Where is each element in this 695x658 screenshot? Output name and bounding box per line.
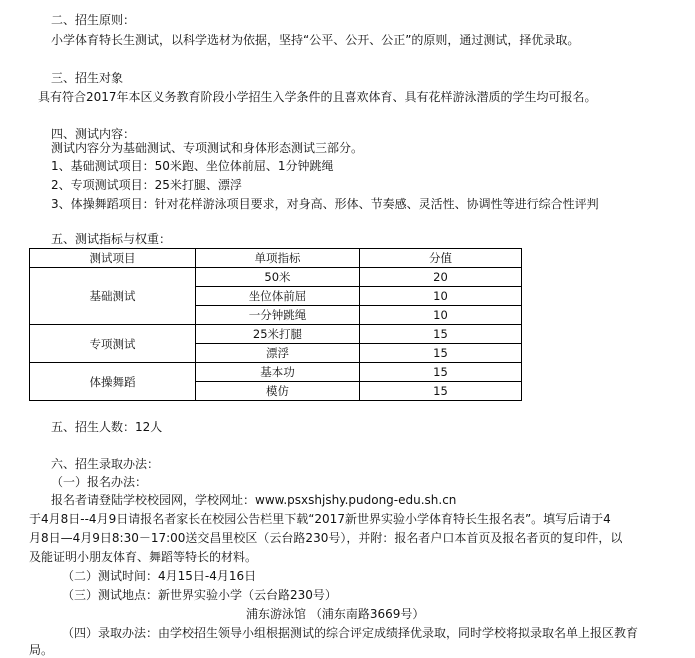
content-line: 测试内容分为基础测试、专项测试和身体形态测试三部分。 [51, 141, 364, 155]
admission-heading: 六、招生录取办法： [51, 457, 160, 471]
header-cell: 分值 [360, 249, 522, 268]
score-cell: 15 [360, 325, 522, 344]
table-row [30, 325, 522, 344]
content-line: 2、专项测试项目：25米打腿、漂浮 [51, 178, 242, 192]
admission-method: 局。 [29, 643, 54, 657]
score-table [29, 248, 522, 401]
score-cell: 10 [360, 287, 522, 306]
indicator-cell: 25米打腿 [196, 325, 360, 344]
registration-para: 及能证明小朋友体育、舞蹈等特长的材料。 [29, 550, 258, 564]
group-cell: 专项测试 [30, 325, 196, 363]
registration-para: 于4月8日--4月9日请报名者家长在校园公告栏里下载“2017新世界实验小学体育特长生报名表”。填写后请于4 [29, 512, 611, 526]
registration-para: 月8日—4月9日8:30－17:00送交昌里校区（云台路230号），并附：报名者户口本首页及报名者页的复印件，以 [29, 531, 623, 545]
table-header-row [30, 249, 522, 268]
test-time: （二）测试时间：4月15日-4月16日 [62, 569, 257, 583]
group-cell: 基础测试 [30, 268, 196, 325]
content-line: 1、基础测试项目：50米跑、坐位体前屈、1分钟跳绳 [51, 159, 334, 173]
header-cell: 测试项目 [30, 249, 196, 268]
target-text: 具有符合2017年本区义务教育阶段小学招生入学条件的且喜欢体育、具有花样游泳潜质的学生均可报名。 [38, 90, 597, 104]
test-place-secondary: 浦东游泳馆 （浦东南路3669号） [246, 607, 425, 621]
score-cell: 15 [360, 344, 522, 363]
test-place: （三）测试地点：新世界实验小学（云台路230号） [62, 588, 337, 602]
indicator-cell: 50米 [196, 268, 360, 287]
target-heading: 三、招生对象 [51, 71, 124, 85]
score-cell: 10 [360, 306, 522, 325]
content-line: 3、体操舞蹈项目：针对花样游泳项目要求，对身高、形体、节奏感、灵活性、协调性等进行综合性评判 [51, 197, 599, 211]
principle-heading: 二、招生原则： [51, 13, 136, 27]
group-cell: 体操舞蹈 [30, 363, 196, 401]
indicator-cell: 漂浮 [196, 344, 360, 363]
indicator-cell: 基本功 [196, 363, 360, 382]
principle-text: 小学体育特长生测试，以科学选材为依据，坚持“公平、公开、公正”的原则，通过测试，择优录取。 [51, 33, 580, 47]
admission-method: （四）录取办法：由学校招生领导小组根据测试的综合评定成绩择优录取，同时学校将拟录取名单上报区教育 [62, 626, 639, 640]
score-cell: 15 [360, 363, 522, 382]
indicator-cell: 一分钟跳绳 [196, 306, 360, 325]
registration-heading: （一）报名办法： [51, 475, 148, 489]
indicator-cell: 坐位体前屈 [196, 287, 360, 306]
score-cell: 20 [360, 268, 522, 287]
table-row [30, 268, 522, 287]
quota-text: 五、招生人数：12人 [51, 420, 163, 434]
content-heading: 四、测试内容： [51, 127, 136, 141]
score-cell: 15 [360, 382, 522, 401]
table-row [30, 363, 522, 382]
registration-line: 报名者请登陆学校校园网，学校网址：www.psxshjshy.pudong-edu.sh.cn [51, 493, 457, 507]
header-cell: 单项指标 [196, 249, 360, 268]
indicators-heading: 五、测试指标与权重： [51, 232, 172, 246]
indicator-cell: 模仿 [196, 382, 360, 401]
